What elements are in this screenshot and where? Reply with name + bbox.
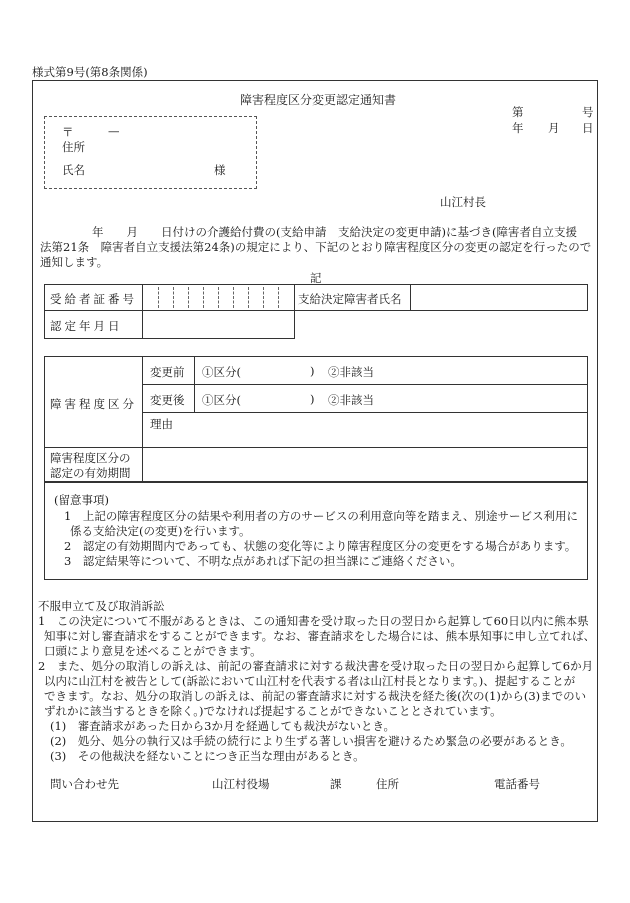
cert-date-label: 認定年月日 (50, 319, 123, 333)
validity-label-1: 障害程度区分の (50, 451, 131, 465)
appeal-line-1: 1 この決定について不服があるときは、この通知書を受け取った日の翌日から起算して60日以内に熊本県 (38, 614, 589, 628)
disability-level-label: 障害程度区分 (50, 397, 137, 411)
appeal-item-1: (1) 審査請求があった日から3か月を経過しても裁決がないとき。 (50, 719, 396, 733)
before-non-applicable: ②非該当 (328, 365, 374, 379)
note-2: 2 認定の有効期間内であっても、状態の変化等により障害程度区分の変更をする場合があります。 (64, 539, 577, 553)
appeal-line-6: できます。なお、処分の取消しの訴えは、前記の審査請求に対する裁決を経た後(次の(1)から(3)までのい (44, 689, 587, 703)
doc-number-dai: 第 (512, 105, 524, 119)
intro-line-2: 法第21条 障害者自立支援法第24条)の規定により、下記のとおり障害程度区分の変更の認定を行ったので (40, 240, 592, 254)
after-label: 変更後 (150, 393, 185, 407)
address-label: 住所 (62, 140, 85, 154)
note-3: 3 認定結果等について、不明な点があれば下記の担当課にご連絡ください。 (64, 554, 462, 568)
recipient-number-field[interactable] (143, 285, 293, 310)
cert-date-field[interactable] (143, 311, 293, 338)
issuer: 山江村長 (440, 195, 486, 209)
ki-label: 記 (310, 271, 322, 285)
postal-dash: — (108, 124, 120, 138)
appeal-heading: 不服申立て及び取消訴訟 (38, 599, 165, 613)
validity-label-2: 認定の有効期間 (50, 466, 131, 480)
appeal-item-2: (2) 処分、処分の執行又は手続の続行により生ずる著しい損害を避けるため緊急の必要があるとき。 (50, 734, 572, 748)
appeal-item-3: (3) その他裁決を経ないことにつき正当な理由があるとき。 (50, 749, 365, 763)
appeal-line-3: 口頭により意見を述べることができます。 (44, 644, 262, 658)
after-kubun: ①区分( (202, 393, 241, 407)
decision-person-field[interactable] (411, 285, 587, 310)
appeal-line-2: 知事に対し審査請求をすることができます。なお、審査請求をした場合には、熊本県知事に申し立てれば、 (44, 629, 596, 643)
after-paren-close: ) (310, 392, 315, 406)
doc-number-go: 号 (582, 105, 594, 119)
after-non-applicable: ②非該当 (328, 393, 374, 407)
form-number: 様式第9号(第8条関係) (32, 65, 148, 79)
date-month: 月 (548, 121, 560, 135)
before-paren-close: ) (310, 364, 315, 378)
note-1: 1 上記の障害程度区分の結果や利用者の方のサービスの利用意向等を踏まえ、別途サービス利用に (64, 509, 579, 523)
intro-line-3: 通知します。 (40, 255, 109, 269)
contact-ka: 課 (330, 777, 342, 791)
appeal-line-4: 2 また、処分の取消しの訴えは、前記の審査請求に対する裁決書を受け取った日の翌日から起算して6か月 (38, 659, 594, 673)
appeal-line-7: ずれかに該当するときを除く。)でなければ提起することができないこととされています。 (44, 704, 502, 718)
document-title: 障害程度区分変更認定通知書 (240, 93, 397, 107)
contact-office: 山江村役場 (212, 777, 270, 791)
date-day: 日 (582, 121, 594, 135)
notes-heading: (留意事項) (54, 493, 109, 507)
date-year: 年 (512, 121, 524, 135)
recipient-number-label: 受給者証番号 (50, 292, 137, 306)
contact-label: 問い合わせ先 (50, 777, 119, 791)
postal-mark: 〒 (62, 125, 74, 139)
name-label: 氏名 (62, 163, 85, 177)
before-label: 変更前 (150, 365, 185, 379)
intro-line-1: 年 月 日付けの介護給付費の(支給申請 支給決定の変更申請)に基づき(障害者自立支援 (92, 225, 577, 239)
appeal-line-5: 以内に山江村を被告として(訴訟において山江村を代表する者は山江村長となります。)、提起することが (44, 674, 576, 688)
contact-address: 住所 (376, 777, 399, 791)
decision-person-label: 支給決定障害者氏名 (298, 292, 402, 306)
honorific: 様 (214, 163, 226, 177)
reason-label: 理由 (150, 417, 173, 431)
contact-phone: 電話番号 (494, 777, 540, 791)
before-kubun: ①区分( (202, 365, 241, 379)
note-1-cont: 係る支給決定(の変更)を行います。 (70, 524, 251, 538)
